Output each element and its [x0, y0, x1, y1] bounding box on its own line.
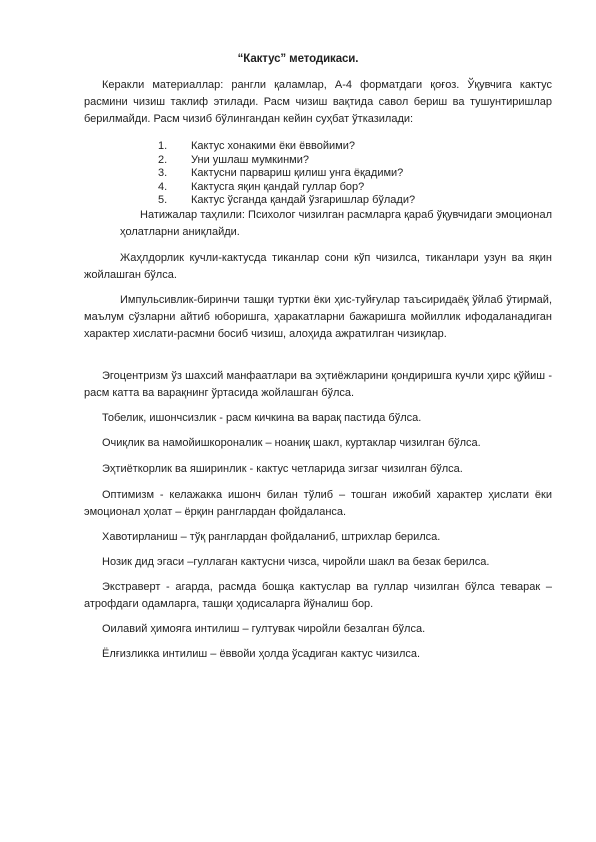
list-item: 3. Кактусни парвариш қилиш унга ёқадими?: [158, 167, 404, 179]
paragraph: Оптимизм - келажакка ишонч билан тўлиб – тошган ижобий характер ҳислати ёки эмоционал ҳолат – ёрқин ранглардан фойдаланса.: [84, 489, 552, 518]
paragraph: Ёлғизликка интилиш – ёввойи ҳолда ўсадиган кактус чизилса.: [102, 648, 421, 660]
results-paragraph: Натижалар таҳлили: Психолог чизилган расмларга қараб ўқувчидаги эмоционал ҳолатларни аниқлайди.: [120, 209, 552, 238]
intro-paragraph: Керакли материаллар: рангли қаламлар, А-4 форматдаги қоғоз. Ўқувчига кактус расмини чизиш таклиф этилади. Расм чизиш вақтида савол бериш ва тушунтиришлар берилмайди. Расм чизиб бўлингандан кейин суҳбат ўтказилади:: [84, 79, 552, 125]
paragraph-11-block: [84, 621, 552, 638]
paragraph-1-block: [84, 250, 552, 284]
paragraph-10-block: [84, 579, 552, 613]
paragraph-4-block: [84, 410, 552, 427]
list-item: 2. Уни ушлаш мумкинми?: [158, 153, 309, 166]
paragraph: Очиқлик ва намойишкороналик – ноаниқ шакл, куртаклар чизилган бўлса.: [102, 437, 481, 449]
paragraph: Эгоцентризм ўз шахсий манфаатлари ва эҳтиёжларини қондиришга кучли ҳирс қўйиш - расм катта ва варақнинг ўртасида жойлашган бўлса.: [84, 370, 552, 399]
paragraph-6-block: [84, 461, 552, 478]
results-block: [120, 207, 552, 241]
paragraph-5-block: [84, 435, 552, 452]
paragraph-3-block: [84, 368, 552, 402]
paragraph: Импульсивлик-биринчи ташқи туртки ёки ҳис-туйғулар таъсиридаёқ ўйлаб ўтирмай, маълум сўзларни айтиб юборишга, ҳаракатларни бажаришга мойиллик ифодаланадиган характер хислати-расмни босиб чизиш, алоҳида ажратилган чизиқлар.: [84, 294, 552, 340]
intro-block: [84, 77, 552, 128]
questions-list: [158, 140, 518, 208]
list-item: 1. Кактус хонакими ёки ёввойими?: [158, 140, 356, 152]
paragraph-2-block: [84, 292, 552, 343]
paragraph: Жаҳлдорлик кучли-кактусда тиканлар сони кўп чизилса, тиканлари узун ва яқин жойлашган бўлса.: [84, 252, 552, 281]
document-title: “Кактус” методикаси.: [237, 53, 359, 65]
paragraph-8-block: [84, 529, 552, 546]
list-item: 4. Кактусга яқин қандай гуллар бор?: [158, 180, 365, 193]
list-item: 5. Кактус ўсганда қандай ўзгаришлар бўлади?: [158, 194, 416, 206]
paragraph: Хавотирланиш – тўқ ранглардан фойдаланиб, штрихлар берилса.: [102, 531, 441, 543]
paragraph: Оилавий ҳимояга интилиш – гултувак чиройли безалган бўлса.: [102, 623, 426, 635]
paragraph-12-block: [84, 646, 552, 663]
paragraph: Экстраверт - агарда, расмда бошқа кактуслар ва гуллар чизилган бўлса теварак – атрофдаги одамларга, ташқи ҳодисаларга йўналиш бор.: [84, 581, 552, 610]
paragraph: Тобелик, ишончсизлик - расм кичкина ва варақ пастида бўлса.: [102, 412, 422, 424]
paragraph-7-block: [84, 487, 552, 521]
paragraph-9-block: [84, 554, 552, 571]
paragraph: Эҳтиёткорлик ва яширинлик - кактус четларида зигзаг чизилган бўлса.: [102, 463, 463, 475]
paragraph: Нозик дид эгаси –гуллаган кактусни чизса, чиройли шакл ва безак берилса.: [102, 556, 490, 568]
